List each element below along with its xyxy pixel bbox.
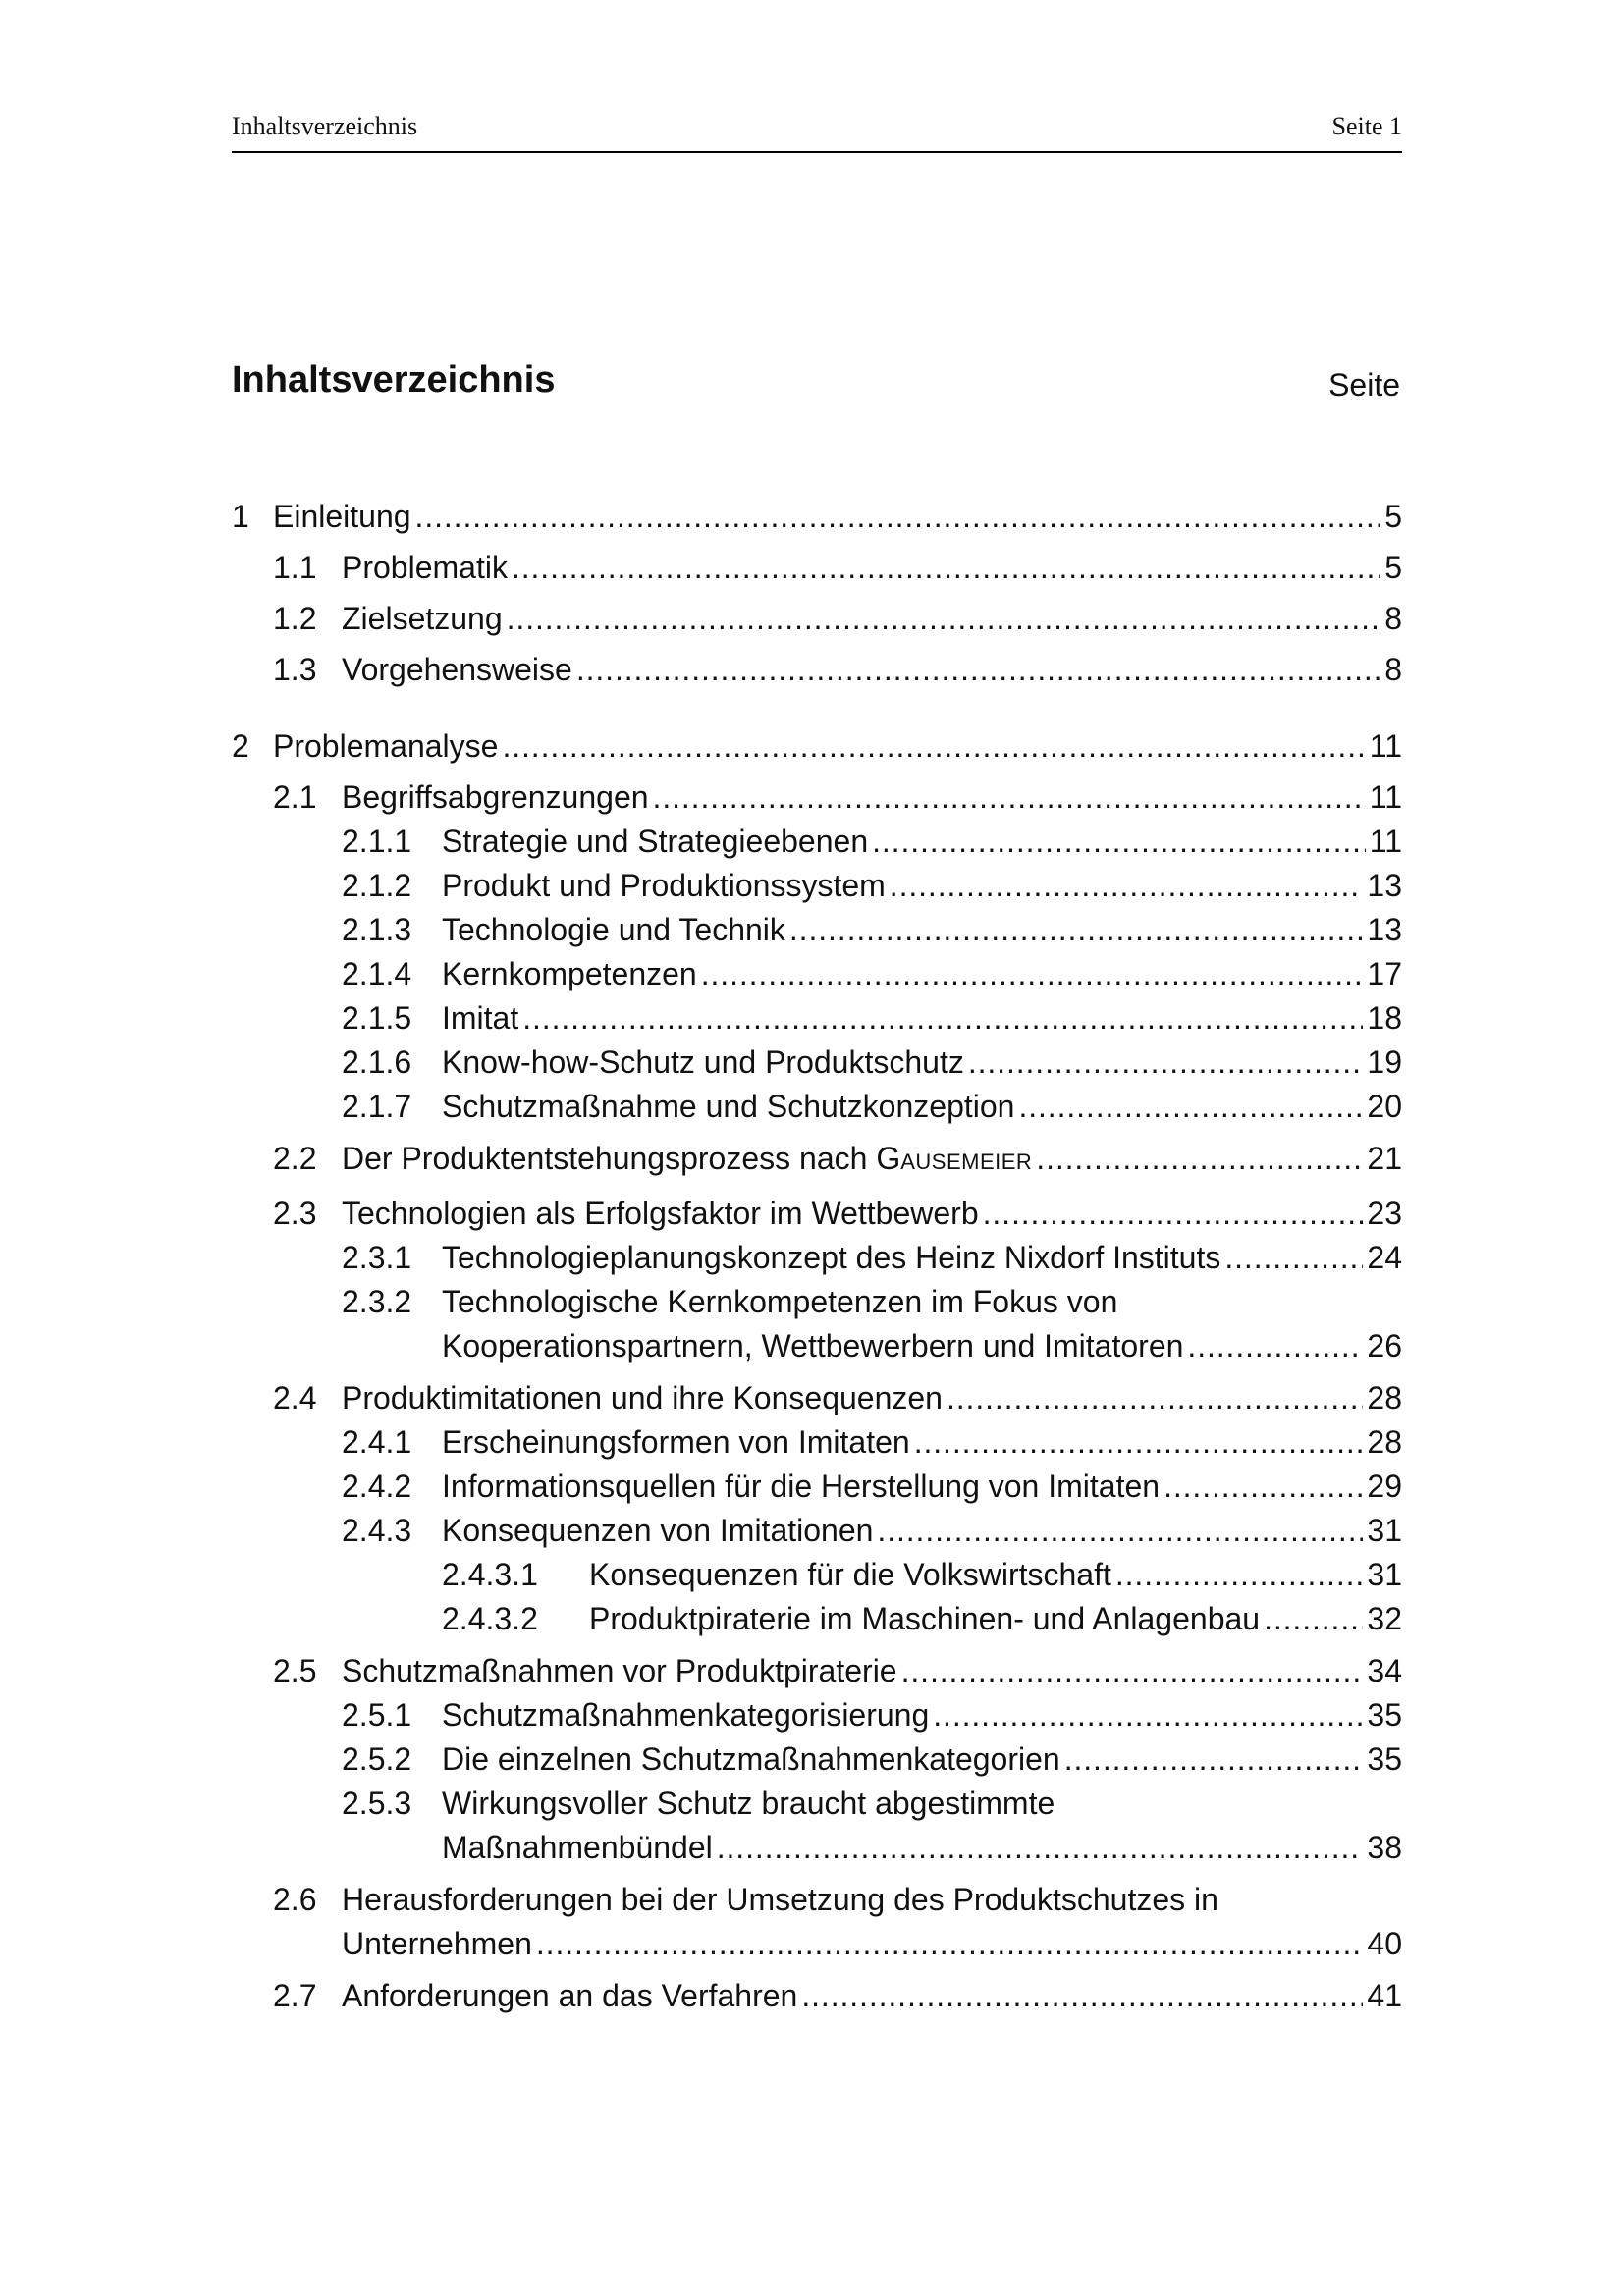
entry-title: Einleitung — [273, 499, 411, 534]
toc-entry[interactable] — [232, 864, 1402, 908]
entry-page: 28 — [1367, 1424, 1402, 1460]
leader-dots — [717, 1826, 1364, 1870]
toc-entry[interactable] — [232, 1737, 1402, 1782]
entry-title: Konsequenzen für die Volkswirtschaft — [589, 1557, 1111, 1592]
leader-dots — [522, 996, 1363, 1041]
toc-entry[interactable] — [232, 648, 1402, 692]
entry-number: 2.1.7 — [342, 1089, 412, 1124]
leader-dots — [901, 1649, 1364, 1693]
entry-title: Schutzmaßnahmenkategorisierung — [442, 1697, 930, 1733]
entry-title: Technologieplanungskonzept des Heinz Nixdorf Instituts — [442, 1240, 1221, 1275]
leader-dots — [1018, 1085, 1363, 1129]
running-header-title: Inhaltsverzeichnis — [232, 112, 418, 140]
entry-number: 2.4 — [273, 1380, 317, 1415]
entry-title: Produktimitationen und ihre Konsequenzen — [342, 1380, 943, 1415]
toc-entry[interactable] — [232, 546, 1402, 590]
entry-page: 32 — [1367, 1601, 1402, 1636]
toc-entry[interactable] — [232, 1280, 1402, 1368]
entry-page: 5 — [1384, 550, 1402, 585]
toc-entry[interactable] — [232, 495, 1402, 539]
entry-number: 2.4.3 — [342, 1513, 412, 1548]
entry-page: 8 — [1384, 652, 1402, 687]
entry-page: 13 — [1367, 912, 1402, 947]
entry-title: Problematik — [342, 550, 508, 585]
leader-dots — [872, 820, 1366, 864]
leader-dots — [415, 495, 1381, 539]
entry-number: 2.1 — [273, 779, 317, 815]
leader-dots — [512, 546, 1380, 590]
entry-number: 2.2 — [273, 1141, 317, 1176]
leader-dots — [801, 1974, 1363, 2018]
entry-title-line1: Wirkungsvoller Schutz braucht abgestimmte — [442, 1786, 1055, 1821]
entry-title: Know-how-Schutz und Produktschutz — [442, 1044, 964, 1080]
toc-entry[interactable] — [232, 1376, 1402, 1420]
entry-page: 38 — [1367, 1830, 1402, 1865]
leader-dots — [933, 1693, 1363, 1737]
entry-number: 1.3 — [273, 652, 317, 687]
entry-title: Unternehmen — [342, 1926, 532, 1961]
toc-entry[interactable] — [232, 1974, 1402, 2018]
toc-entry[interactable] — [232, 1420, 1402, 1465]
leader-dots — [1224, 1236, 1363, 1280]
entry-title: Anforderungen an das Verfahren — [342, 1978, 798, 2013]
leader-dots — [1187, 1324, 1363, 1368]
entry-page: 41 — [1367, 1978, 1402, 2013]
leader-dots — [701, 952, 1364, 996]
entry-page: 11 — [1369, 728, 1402, 764]
leader-dots — [983, 1192, 1364, 1236]
running-header — [232, 104, 1402, 153]
entry-number: 1 — [232, 499, 249, 534]
leader-dots — [1064, 1737, 1364, 1782]
entry-page: 21 — [1367, 1141, 1402, 1176]
leader-dots — [1264, 1597, 1363, 1641]
entry-title: Konsequenzen von Imitationen — [442, 1513, 874, 1548]
entry-title: Problemanalyse — [273, 728, 499, 764]
entry-page: 23 — [1367, 1196, 1402, 1231]
entry-number: 2.5.3 — [342, 1786, 412, 1821]
entry-number: 2.1.6 — [342, 1044, 412, 1080]
entry-number: 2.4.3.1 — [442, 1557, 538, 1592]
toc-entry[interactable] — [232, 1878, 1402, 1966]
toc-entry[interactable] — [232, 1137, 1402, 1184]
entry-title — [342, 1137, 1032, 1184]
toc-entry[interactable] — [232, 952, 1402, 996]
entry-number: 2.1.1 — [342, 824, 412, 859]
toc-entry[interactable] — [232, 1236, 1402, 1280]
entry-page: 40 — [1367, 1926, 1402, 1961]
leader-dots — [536, 1922, 1364, 1966]
leader-dots — [1115, 1553, 1364, 1597]
running-header-page: Seite 1 — [1331, 112, 1402, 140]
entry-number: 2.3 — [273, 1196, 317, 1231]
toc-entry[interactable] — [232, 1693, 1402, 1737]
toc-entry[interactable] — [232, 1782, 1402, 1870]
entry-title: Informationsquellen für die Herstellung von Imitaten — [442, 1468, 1161, 1504]
leader-dots — [914, 1420, 1364, 1465]
toc-heading — [232, 359, 1402, 408]
entry-page: 11 — [1369, 779, 1402, 815]
entry-page: 8 — [1384, 601, 1402, 636]
entry-title: Produktpiraterie im Maschinen- und Anlagenbau — [589, 1601, 1261, 1636]
entry-title-line1: Herausforderungen bei der Umsetzung des Produktschutzes in — [342, 1882, 1218, 1917]
toc-entry[interactable] — [232, 1509, 1402, 1553]
entry-page: 11 — [1369, 824, 1402, 859]
entry-number: 1.1 — [273, 550, 317, 585]
entry-number: 2.4.3.2 — [442, 1601, 538, 1636]
entry-page: 5 — [1384, 499, 1402, 534]
entry-title: Begriffsabgrenzungen — [342, 779, 649, 815]
entry-page: 35 — [1367, 1741, 1402, 1777]
leader-dots — [653, 775, 1366, 820]
entry-number: 2.3.1 — [342, 1240, 412, 1275]
toc-entry[interactable] — [232, 820, 1402, 864]
entry-page: 13 — [1367, 868, 1402, 903]
entry-number: 2.1.4 — [342, 956, 412, 991]
leader-dots — [507, 597, 1381, 641]
entry-number: 2.7 — [273, 1978, 317, 2013]
entry-page: 31 — [1367, 1513, 1402, 1548]
leader-dots — [890, 864, 1364, 908]
entry-title: Technologien als Erfolgsfaktor im Wettbewerb — [342, 1196, 979, 1231]
entry-page: 31 — [1367, 1557, 1402, 1592]
leader-dots — [968, 1041, 1364, 1085]
entry-title-main: Der Produktentstehungsprozess nach G — [342, 1141, 901, 1176]
leader-dots — [1163, 1465, 1363, 1509]
entry-number: 2.1.5 — [342, 1000, 412, 1036]
entry-title: Strategie und Strategieebenen — [442, 824, 869, 859]
leader-dots — [502, 724, 1365, 769]
entry-page: 19 — [1367, 1044, 1402, 1080]
entry-title: Imitat — [442, 1000, 519, 1036]
entry-title: Kooperationspartnern, Wettbewerbern und Imitatoren — [442, 1328, 1184, 1363]
leader-dots — [1036, 1137, 1363, 1181]
entry-page: 17 — [1367, 956, 1402, 991]
entry-title: Maßnahmenbündel — [442, 1830, 713, 1865]
entry-title: Schutzmaßnahmen vor Produktpiraterie — [342, 1653, 897, 1688]
toc-entry[interactable] — [232, 1465, 1402, 1509]
entry-title: Die einzelnen Schutzmaßnahmenkategorien — [442, 1741, 1060, 1777]
toc-entry[interactable] — [232, 1041, 1402, 1085]
entry-number: 1.2 — [273, 601, 317, 636]
toc-entry[interactable] — [232, 1649, 1402, 1693]
entry-page: 24 — [1367, 1240, 1402, 1275]
entry-number: 2.1.3 — [342, 912, 412, 947]
toc-entry[interactable] — [232, 724, 1402, 769]
leader-dots — [877, 1509, 1363, 1553]
leader-dots — [789, 908, 1364, 952]
toc-entry[interactable] — [232, 597, 1402, 641]
entry-title: Vorgehensweise — [342, 652, 572, 687]
toc-entry[interactable] — [232, 1192, 1402, 1236]
leader-dots — [576, 648, 1380, 692]
entry-number: 2.3.2 — [342, 1284, 412, 1319]
entry-title: Produkt und Produktionssystem — [442, 868, 886, 903]
entry-title-smallcaps: AUSEMEIER — [900, 1149, 1033, 1174]
entry-page: 35 — [1367, 1697, 1402, 1733]
entry-page: 29 — [1367, 1468, 1402, 1504]
toc-entry[interactable] — [232, 996, 1402, 1041]
entry-page: 20 — [1367, 1089, 1402, 1124]
entry-number: 2.5.1 — [342, 1697, 412, 1733]
toc-entry[interactable] — [232, 1085, 1402, 1129]
entry-title: Kernkompetenzen — [442, 956, 697, 991]
entry-title: Zielsetzung — [342, 601, 503, 636]
entry-number: 2.4.2 — [342, 1468, 412, 1504]
toc-entry[interactable] — [232, 908, 1402, 952]
entry-page: 28 — [1367, 1380, 1402, 1415]
toc-entry[interactable] — [232, 1597, 1402, 1641]
entry-number: 2 — [232, 728, 249, 764]
entry-number: 2.6 — [273, 1882, 317, 1917]
entry-number: 2.1.2 — [342, 868, 412, 903]
entry-number: 2.5.2 — [342, 1741, 412, 1777]
entry-number: 2.5 — [273, 1653, 317, 1688]
toc-title: Inhaltsverzeichnis — [232, 359, 556, 400]
leader-dots — [947, 1376, 1363, 1420]
entry-number: 2.4.1 — [342, 1424, 412, 1460]
entry-title: Technologie und Technik — [442, 912, 785, 947]
toc-entry[interactable] — [232, 775, 1402, 820]
entry-page: 18 — [1367, 1000, 1402, 1036]
toc-entry[interactable] — [232, 1553, 1402, 1597]
entry-page: 34 — [1367, 1653, 1402, 1688]
table-of-contents — [232, 495, 1402, 2018]
entry-title: Erscheinungsformen von Imitaten — [442, 1424, 910, 1460]
entry-title-line1: Technologische Kernkompetenzen im Fokus von — [442, 1284, 1118, 1319]
entry-title: Schutzmaßnahme und Schutzkonzeption — [442, 1089, 1015, 1124]
entry-page: 26 — [1367, 1328, 1402, 1363]
toc-page-label: Seite — [1328, 367, 1400, 402]
